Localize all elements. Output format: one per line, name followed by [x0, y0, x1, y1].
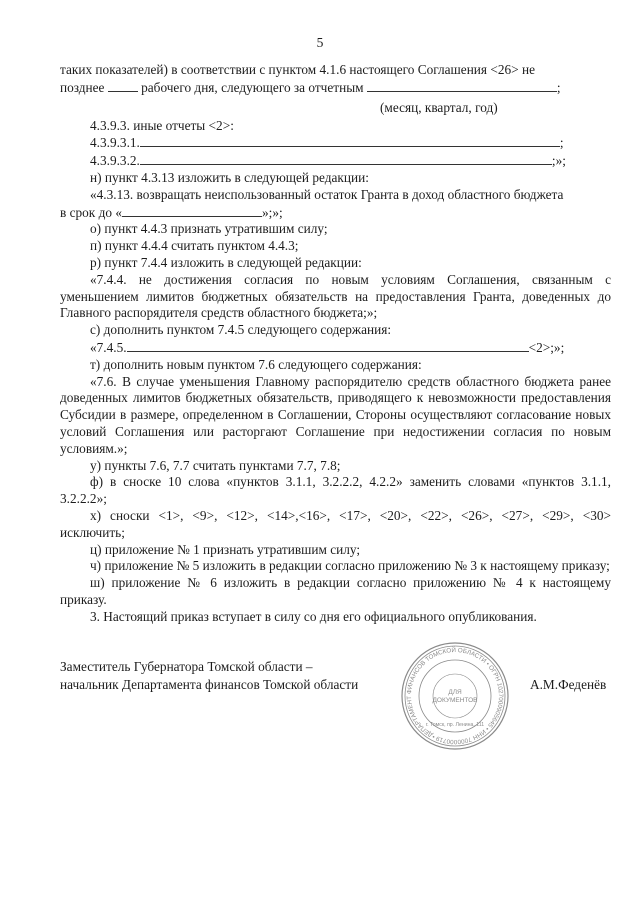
caption-period: (месяц, квартал, год)	[380, 99, 498, 115]
seal-address: г. Томск, пр. Ленина, 111	[425, 722, 485, 728]
paragraph: «7.4.4. не достижения согласия по новым условиям Соглашения, связанным с уменьшением лимитов бюджетных обязательств на предоставления Гранта, доведенных до Главного распорядителя средств областного бюджета;»;	[60, 271, 611, 321]
seal-rings	[402, 643, 508, 749]
text: «7.4.5.	[90, 339, 127, 355]
text: позднее	[60, 79, 105, 95]
text: рабочего дня, следующего за отчетным	[141, 79, 364, 95]
paragraph: ф) в сноске 10 слова «пунктов 3.1.1, 3.2.2.2, 4.2.2» заменить словами «пунктов 3.1.1, 3.2.2.2»;	[60, 474, 611, 507]
paragraph	[60, 152, 611, 170]
paragraph: «4.3.13. возвращать неиспользованный остаток Гранта в доход областного бюджета	[90, 186, 564, 202]
paragraph: у) пункты 7.6, 7.7 считать пунктами 7.7, 7.8;	[90, 457, 341, 473]
blank-line	[127, 339, 529, 352]
paragraph: ц) приложение № 1 признать утратившим силу;	[90, 541, 361, 557]
blank-line	[140, 152, 552, 165]
signatory-position: начальник Департамента финансов Томской области	[60, 677, 359, 692]
text: 4.3.9.3.2.	[90, 153, 140, 169]
official-seal	[400, 641, 510, 751]
paragraph	[60, 79, 611, 97]
order-text	[60, 62, 611, 626]
paragraph: п) пункт 4.4.4 считать пунктом 4.4.3;	[90, 238, 299, 254]
paragraph	[60, 339, 611, 357]
paragraph	[60, 134, 611, 152]
text: »;»;	[261, 204, 283, 220]
paragraph: 4.3.9.3. иные отчеты <2>:	[90, 117, 234, 133]
text: ;	[556, 79, 561, 95]
paragraph: 3. Настоящий приказ вступает в силу со дня его официального опубликования.	[90, 608, 537, 624]
seal-center-text: ДОКУМЕНТОВ	[432, 697, 478, 704]
text: в срок до «	[60, 204, 122, 220]
paragraph: р) пункт 7.4.4 изложить в следующей редакции:	[90, 254, 362, 270]
paragraph: таких показателей) в соответствии с пунктом 4.1.6 настоящего Соглашения <26> не	[60, 62, 535, 77]
signatory-name: А.М.Феденёв	[530, 677, 607, 692]
blank-line	[108, 79, 138, 92]
paragraph: с) дополнить пунктом 7.4.5 следующего содержания:	[90, 322, 392, 338]
blank-line	[140, 134, 560, 147]
paragraph: ш) приложение № 6 изложить в редакции согласно приложению № 4 к настоящему приказу.	[60, 575, 611, 607]
paragraph: т) дополнить новым пунктом 7.6 следующего содержания:	[90, 356, 422, 372]
seal-center-text: ДЛЯ	[448, 689, 462, 696]
blank-line	[122, 204, 262, 217]
blank-line	[367, 79, 557, 92]
paragraph: о) пункт 4.4.3 признать утратившим силу;	[90, 221, 328, 237]
text: <2>;»;	[528, 339, 565, 355]
seal-outer-text: ДЕПАРТАМЕНТ ФИНАНСОВ ТОМСКОЙ ОБЛАСТИ • ОГРН 1027000905645 • ИНН 7000000719 •	[405, 646, 505, 746]
paragraph: «7.6. В случае уменьшения Главному распорядителю средств областного бюджета ранее доведенных лимитов бюджетных обязательств, приводящего к невозможности предоставления Субсидии в размере, определенном в Соглашении, Стороны осуществляют согласование новых условий Соглашения или расторгают Соглашение при недостижении согласия по новым условиям.»;	[60, 373, 611, 456]
paragraph: ч) приложение № 5 изложить в редакции согласно приложению № 3 к настоящему приказу;	[90, 558, 610, 574]
text: 4.3.9.3.1.	[90, 135, 140, 151]
page-number: 5	[316, 35, 324, 50]
signature-block	[60, 658, 620, 694]
text: ;	[559, 135, 564, 151]
signatory-position: Заместитель Губернатора Томской области –	[60, 659, 313, 674]
text: ;»;	[551, 153, 566, 169]
paragraph: н) пункт 4.3.13 изложить в следующей редакции:	[90, 169, 369, 185]
paragraph: х) сноски <1>, <9>, <12>, <14>,<16>, <17>, <20>, <22>, <26>, <27>, <29>, <30> исключить;	[60, 507, 611, 540]
paragraph	[60, 204, 611, 222]
